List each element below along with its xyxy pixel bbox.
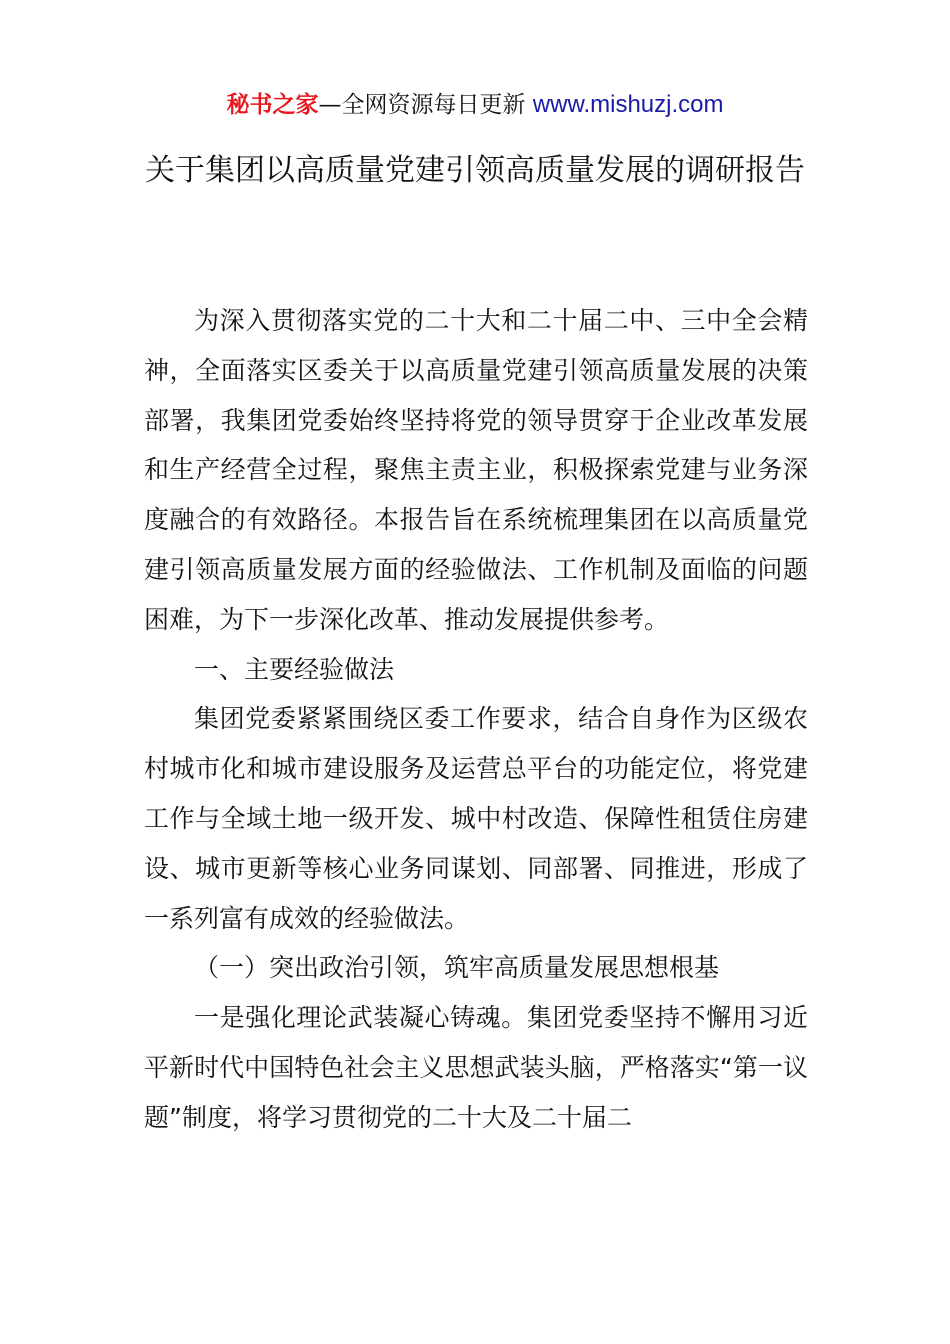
document-title: 关于集团以高质量党建引领高质量发展的调研报告 — [145, 153, 805, 188]
subsection-heading: （一）突出政治引领，筑牢高质量发展思想根基 — [194, 953, 720, 983]
intro-paragraph: 为深入贯彻落实党的二十大和二十届二中、三中全会精神，全面落实区委关于以高质量党建引领高质量发展的决策部署，我集团党委始终坚持将党的领导贯穿于企业改革发展和生产经营全过程，聚焦主责主业，积极探索党建与业务深度融合的有效路径。本报告旨在系统梳理集团在以高质量党建引领高质量发展方面的经验做法、工作机制及面临的问题困难，为下一步深化改革、推动发展提供参考。 — [144, 306, 808, 634]
header-tagline: —全网资源每日更新 — [318, 92, 533, 118]
subsection-paragraph: 一是强化理论武装凝心铸魂。集团党委坚持不懈用习近平新时代中国特色社会主义思想武装头脑，严格落实“第一议题”制度，将学习贯彻党的二十大及二十届二 — [144, 1003, 808, 1132]
brand-name: 秘书之家 — [226, 92, 319, 118]
section-paragraph: 集团党委紧紧围绕区委工作要求，结合自身作为区级农村城市化和城市建设服务及运营总平台的功能定位，将党建工作与全域土地一级开发、城中村改造、保障性租赁住房建设、城市更新等核心业务同谋划、同部署、同推进，形成了一系列富有成效的经验做法。 — [144, 704, 808, 933]
section-heading: 一、主要经验做法 — [194, 654, 395, 684]
site-url-link[interactable]: www.mishuzj.com — [532, 91, 724, 118]
document-body — [144, 296, 808, 1143]
site-watermark-header — [0, 88, 950, 122]
